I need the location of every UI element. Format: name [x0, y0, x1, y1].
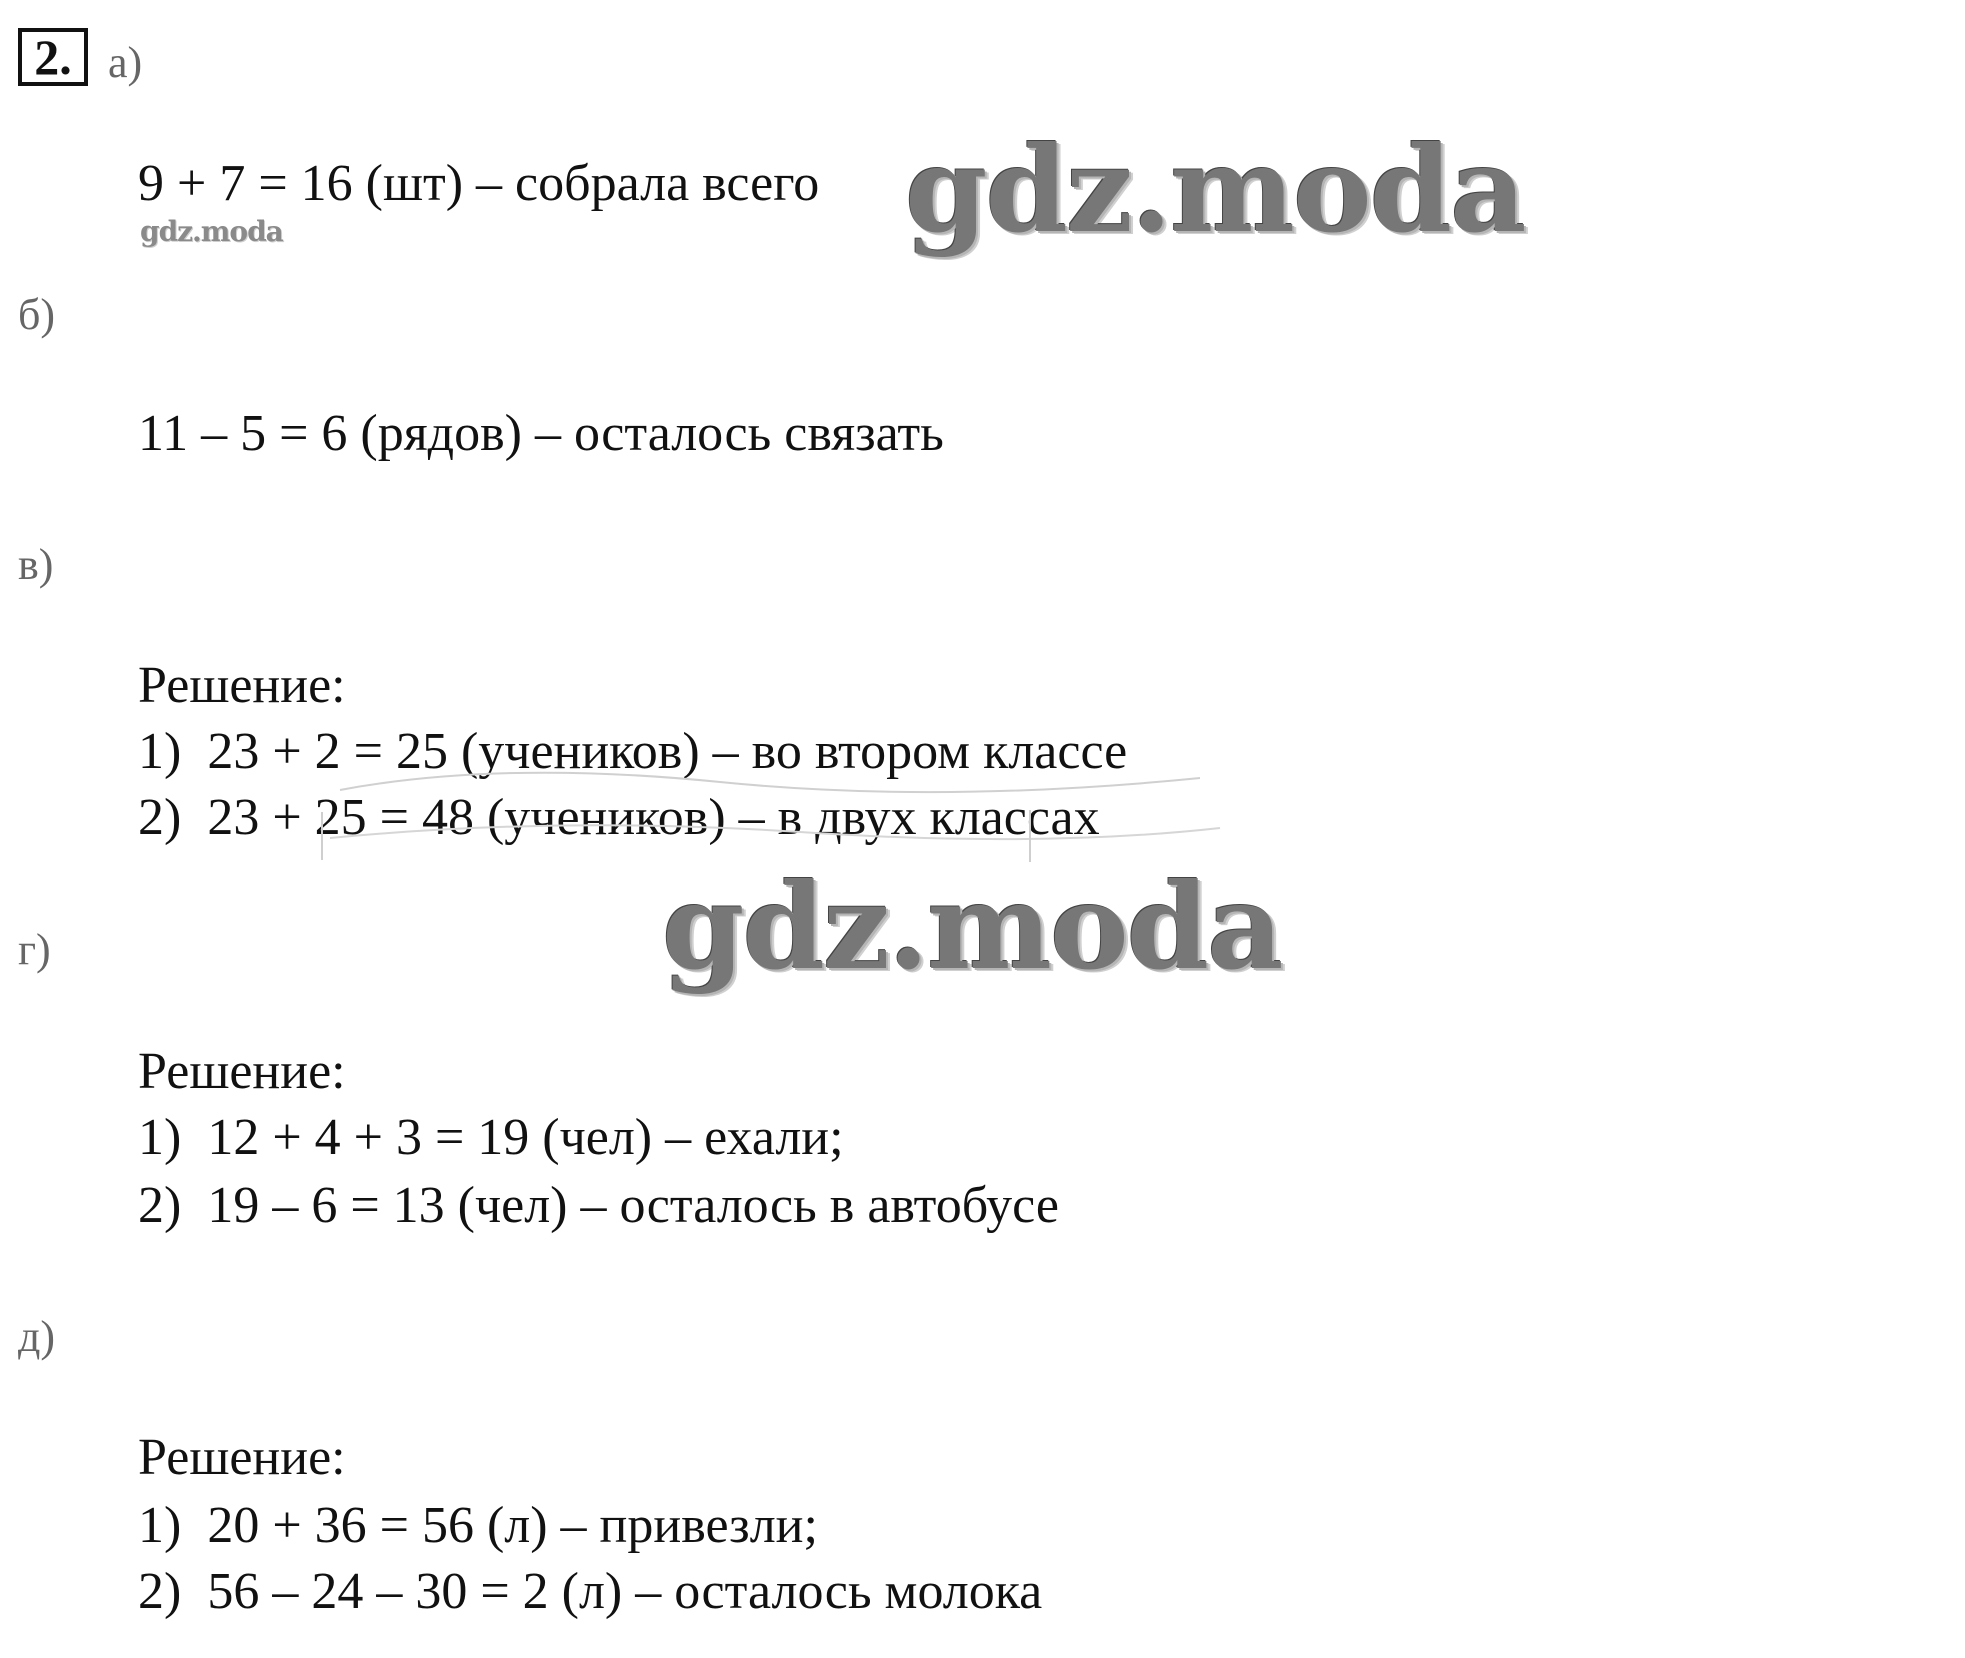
- watermark-ghost-strokes: [300, 720, 1260, 870]
- watermark-large-middle: gdz.moda: [662, 857, 1282, 996]
- part-g-line-1: 1) 12 + 4 + 3 = 19 (чел) – ехали;: [138, 1109, 844, 1166]
- task-number: 2.: [18, 28, 88, 86]
- part-g-line-2: 2) 19 – 6 = 13 (чел) – осталось в автобусе: [138, 1177, 1059, 1234]
- part-label-d: д): [18, 1312, 56, 1361]
- part-v-solution-heading: Решение:: [138, 657, 346, 714]
- part-v-line-2: 2) 23 + 25 = 48 (учеников) – в двух классах: [138, 789, 1100, 846]
- part-b-line-1: 11 – 5 = 6 (рядов) – осталось связать: [138, 405, 944, 462]
- part-a-line-1: 9 + 7 = 16 (шт) – собрала всего: [138, 155, 820, 212]
- part-g-solution-heading: Решение:: [138, 1043, 346, 1100]
- watermark-small-top: gdz.moda: [140, 215, 283, 248]
- watermark-large-top: gdz.moda: [905, 120, 1525, 259]
- part-label-v: в): [18, 540, 54, 589]
- part-v-line-1: 1) 23 + 2 = 25 (учеников) – во втором классе: [138, 723, 1128, 780]
- part-label-g: г): [18, 925, 51, 974]
- part-d-line-1: 1) 20 + 36 = 56 (л) – привезли;: [138, 1497, 818, 1554]
- part-d-line-2: 2) 56 – 24 – 30 = 2 (л) – осталось молока: [138, 1563, 1043, 1620]
- part-label-b: б): [18, 290, 56, 339]
- part-label-a: а): [108, 38, 143, 87]
- part-d-solution-heading: Решение:: [138, 1429, 346, 1486]
